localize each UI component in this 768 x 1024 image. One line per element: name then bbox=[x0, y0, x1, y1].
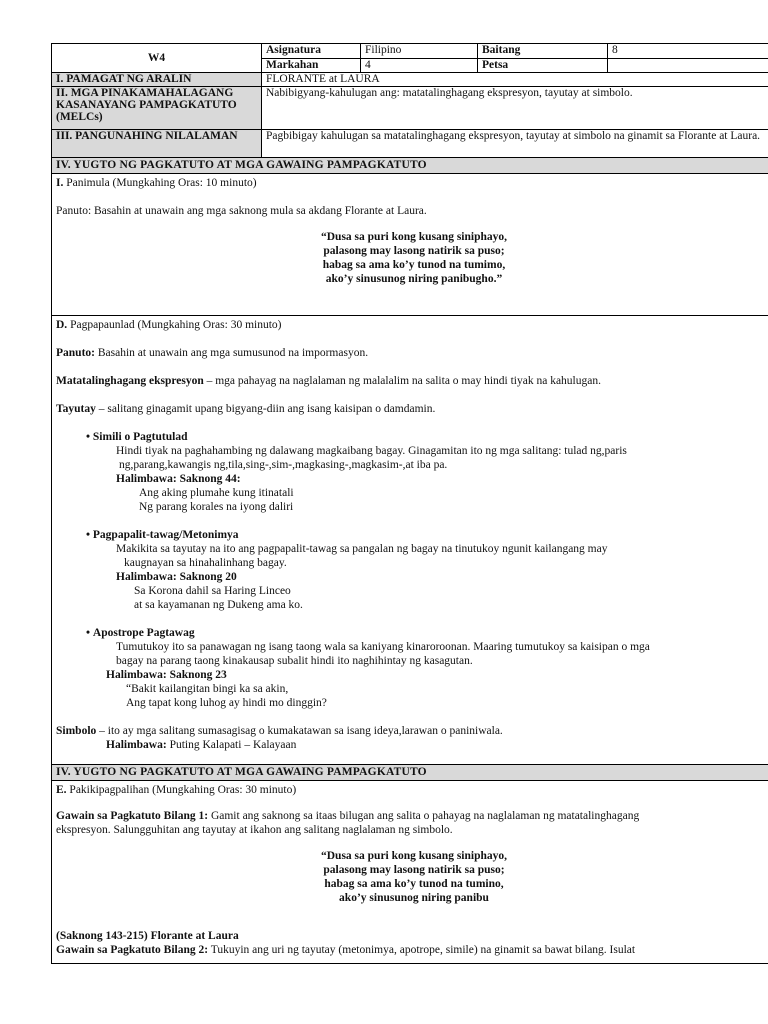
apostrope-example-line: “Bakit kailangitan bingi ka sa akin, bbox=[126, 683, 289, 695]
simbolo-example-text: Puting Kalapati – Kalayaan bbox=[166, 739, 297, 751]
apostrope-example-line: Ang tapat kong luhog ay hindi mo dinggin? bbox=[126, 697, 327, 709]
gawain2-label: Gawain sa Pagkatuto Bilang 2: bbox=[56, 944, 209, 956]
metonimya-example-line: at sa kayamanan ng Dukeng ama ko. bbox=[134, 599, 303, 611]
markahan-label: Markahan bbox=[262, 59, 361, 73]
metonimya-example-label: Halimbawa: Saknong 20 bbox=[116, 571, 237, 583]
apostrope-desc: Tumutukoy ito sa panawagan ng isang taong wala sa kaniyang kinaroroonan. Maaring tumutukoy sa kaisipan o mga bbox=[116, 641, 650, 653]
apostrope-example-label: Halimbawa: Saknong 23 bbox=[106, 669, 227, 681]
saknong-reference: (Saknong 143-215) Florante at Laura bbox=[56, 930, 239, 942]
poem-line: palasong may lasong natirik sa puso; bbox=[323, 864, 505, 876]
metonimya-desc-2: kaugnayan sa hinahalinhang bagay. bbox=[124, 557, 287, 569]
panimula-letter: I. bbox=[56, 177, 64, 189]
bullet-icon: • bbox=[86, 529, 91, 541]
panuto-label: Panuto: bbox=[56, 347, 95, 359]
nilalaman-label: III. PANGUNAHING NILALAMAN bbox=[52, 130, 262, 158]
poem-line: “Dusa sa puri kong kusang siniphayo, bbox=[321, 850, 507, 862]
asignatura-value: Filipino bbox=[361, 44, 478, 59]
bullet-icon: • bbox=[86, 431, 91, 443]
pagpapaunlad-box bbox=[51, 316, 768, 765]
panimula-panuto: Panuto: Basahin at unawain ang mga saknong mula sa akdang Florante at Laura. bbox=[56, 205, 427, 217]
gawain2-text: Tukuyin ang uri ng tayutay (metonimya, apotrope, simile) na ginamit sa bawat bilang. Isulat bbox=[208, 944, 636, 956]
pakikipagpalihan-box bbox=[51, 781, 768, 964]
simbolo-text: – ito ay mga salitang sumasagisag o kumakatawan sa isang ideya,larawan o paniniwala. bbox=[96, 725, 503, 737]
bullet-icon: • bbox=[86, 627, 91, 639]
melc-label: II. MGA PINAKAMAHALAGANG KASANAYANG PAMPAGKATUTO (MELCs) bbox=[52, 87, 262, 130]
apostrope-desc-2: bagay na parang taong kinakausap subalit hindi ito naghihintay ng kasagutan. bbox=[116, 655, 473, 667]
pamagat-label: I. PAMAGAT NG ARALIN bbox=[52, 73, 262, 87]
simili-title: Simili o Pagtutulad bbox=[92, 431, 188, 443]
petsa-value bbox=[608, 59, 768, 73]
pagpapaunlad-letter: D. bbox=[56, 319, 68, 331]
tayutay-text: – salitang ginagamit upang bigyang-diin ang isang kaisipan o damdamin. bbox=[95, 403, 436, 415]
simbolo-label: Simbolo bbox=[56, 725, 97, 737]
metonimya-example-line: Sa Korona dahil sa Haring Linceo bbox=[134, 585, 291, 597]
section-header-yugto: IV. YUGTO NG PAGKATUTO AT MGA GAWAING PAMPAGKATUTO bbox=[51, 158, 768, 174]
markahan-value: 4 bbox=[361, 59, 478, 73]
pagpapaunlad-title: Pagpapaunlad (Mungkahing Oras: 30 minuto) bbox=[70, 319, 282, 331]
matalinghaga-text: – mga pahayag na naglalaman ng malalalim na salita o may hindi tiyak na kahulugan. bbox=[203, 375, 601, 387]
nilalaman-value: Pagbibigay kahulugan sa matatalinghagang ekspresyon, tayutay at simbolo na ginamit sa Florante at Laura. bbox=[262, 130, 768, 158]
apostrope-title: Apostrope Pagtawag bbox=[92, 627, 195, 639]
panimula-title: Panimula (Mungkahing Oras: 10 minuto) bbox=[66, 177, 257, 189]
melc-value: Nabibigyang-kahulugan ang: matatalinghagang ekspresyon, tayutay at simbolo. bbox=[262, 87, 768, 130]
tayutay-label: Tayutay bbox=[56, 403, 96, 415]
matalinghaga-label: Matatalinghagang ekspresyon bbox=[56, 375, 204, 387]
poem-line: habag sa ama ko’y tunod na tumino, bbox=[324, 878, 504, 890]
petsa-label: Petsa bbox=[478, 59, 608, 73]
baitang-label: Baitang bbox=[478, 44, 608, 59]
simili-example-line: Ang aking plumahe kung itinatali bbox=[139, 487, 294, 499]
section-header-yugto-2: IV. YUGTO NG PAGKATUTO AT MGA GAWAING PAMPAGKATUTO bbox=[51, 765, 768, 781]
simili-desc: Hindi tiyak na paghahambing ng dalawang magkaibang bagay. Ginagamitan ito ng mga salitang: tulad ng,paris bbox=[116, 445, 627, 457]
poem-line: ako’y sinusunog niring panibu bbox=[339, 892, 489, 904]
panimula-box bbox=[51, 174, 768, 316]
header-table bbox=[51, 43, 768, 158]
week-code: W4 bbox=[52, 44, 262, 73]
gawain1-label: Gawain sa Pagkatuto Bilang 1: bbox=[56, 810, 209, 822]
lesson-plan-sheet bbox=[51, 43, 768, 964]
pakikipag-letter: E. bbox=[56, 784, 67, 796]
gawain1-text-2: ekspresyon. Salungguhitan ang tayutay at ikahon ang salitang naglalaman ng simbolo. bbox=[56, 824, 453, 836]
metonimya-desc: Makikita sa tayutay na ito ang pagpapalit-tawag sa pangalan ng bagay na tinutukoy ngunit kailangang may bbox=[116, 543, 608, 555]
asignatura-label: Asignatura bbox=[262, 44, 361, 59]
simbolo-example-label: Halimbawa: bbox=[106, 739, 167, 751]
poem-line: palasong may lasong natirik sa puso; bbox=[323, 245, 505, 257]
gawain1-text: Gamit ang saknong sa itaas bilugan ang salita o pahayag na naglalaman ng matatalinghagang bbox=[208, 810, 640, 822]
metonimya-title: Pagpapalit-tawag/Metonimya bbox=[92, 529, 239, 541]
panuto-text: Basahin at unawain ang mga sumusunod na impormasyon. bbox=[94, 347, 369, 359]
poem-line: ako’y sinusunog niring panibugho.” bbox=[325, 273, 503, 285]
pamagat-value: FLORANTE at LAURA bbox=[262, 73, 768, 87]
simili-desc-2: ng,parang,kawangis ng,tila,sing-,sim-,magkasing-,magkasim-,at iba pa. bbox=[119, 459, 448, 471]
pakikipag-title: Pakikipagpalihan (Mungkahing Oras: 30 minuto) bbox=[69, 784, 297, 796]
poem-line: habag sa ama ko’y tunod na tumimo, bbox=[322, 259, 506, 271]
simili-example-label: Halimbawa: Saknong 44: bbox=[116, 473, 241, 485]
baitang-value: 8 bbox=[608, 44, 768, 59]
simili-example-line: Ng parang korales na iyong daliri bbox=[139, 501, 294, 513]
poem-line: “Dusa sa puri kong kusang siniphayo, bbox=[321, 231, 507, 243]
